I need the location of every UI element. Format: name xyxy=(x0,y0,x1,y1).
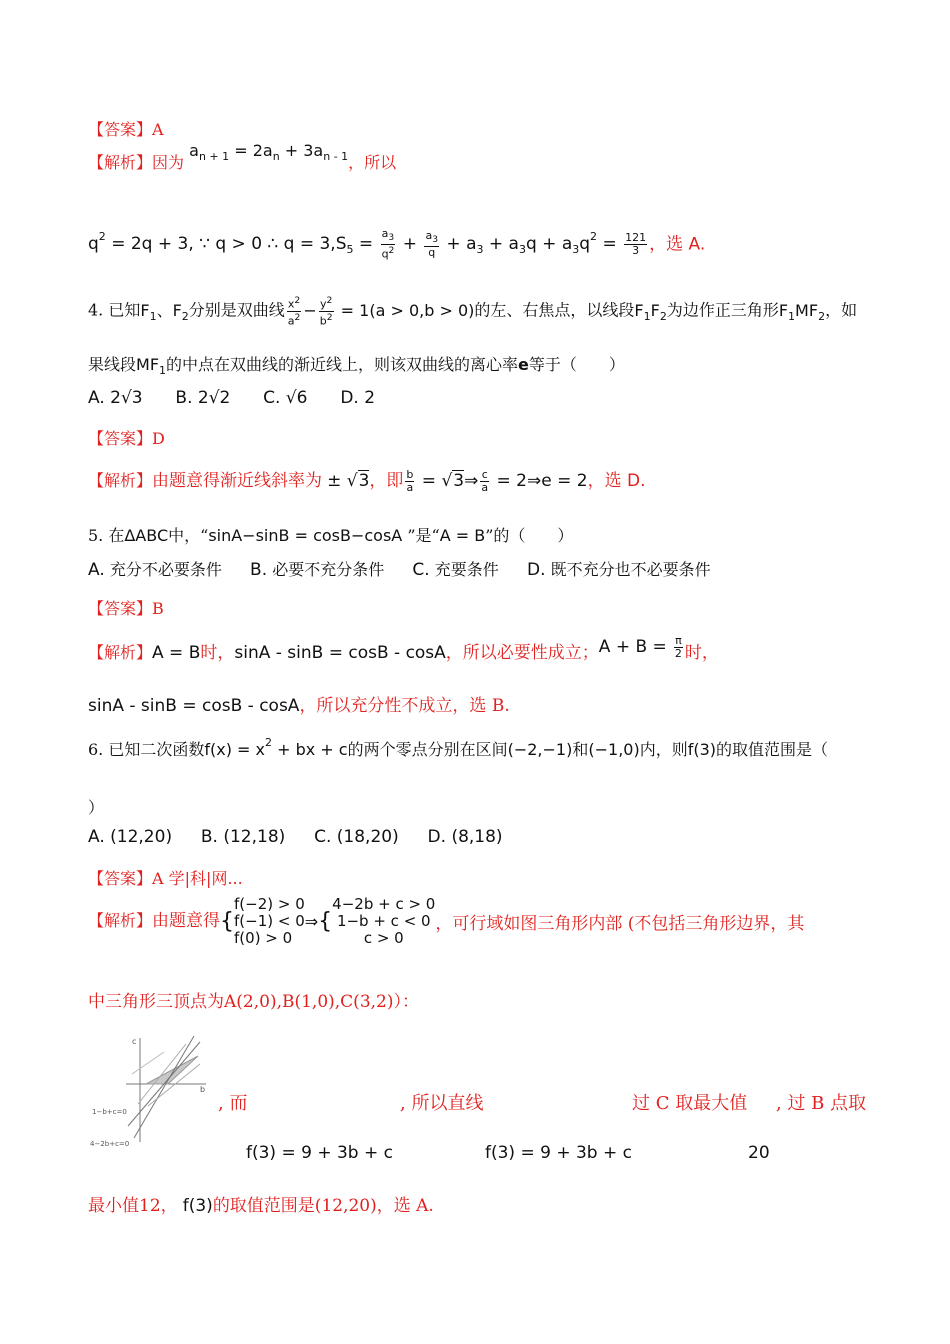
q6-fig-label-3: 过 C 取最大值 xyxy=(632,1093,748,1114)
level-line-3 xyxy=(132,1052,164,1074)
graph-label-line2: 4−2b+c=0 xyxy=(90,1140,130,1148)
q6-last-b: f(3) xyxy=(182,1196,213,1216)
q5-analysis-l2-a: sinA - sinB = cosB - cosA xyxy=(88,696,300,716)
q6-sys1-row2: f(−1) < 0 xyxy=(234,912,305,930)
q6-answer-line xyxy=(88,866,243,889)
q5-option-b-text: 必要不充分条件 xyxy=(272,560,385,579)
q4-option-c: C. √6 xyxy=(263,388,308,408)
q4-stem-d: 为边作正三角形 xyxy=(666,300,779,320)
q6-analysis-b: ，可行域如图三角形内部 (不包括三角形边界，其 xyxy=(435,914,805,934)
q5-equality: A = B xyxy=(439,526,486,545)
q4-stem-b: 分别是双曲线 xyxy=(188,300,285,320)
q6-option-a: A. (12,20) xyxy=(88,827,173,847)
q5-option-a-text: 充分不必要条件 xyxy=(109,560,222,579)
q3-recurrence: $a_{n + 1} = 2a_n + 3a_{n - 1}$ xyxy=(189,141,349,163)
q4-hyperbola: $\frac{x^2}{a^2}$ − $\frac{y^2}{b^2}$ = 1(a > 0,b > 0) xyxy=(287,295,475,328)
q6-brace-1: { xyxy=(220,909,235,934)
feasible-triangle xyxy=(146,1056,198,1084)
q4-stem-a: 4. 已知 xyxy=(88,300,141,320)
q6-f3: f(3) xyxy=(687,740,717,759)
q5-stem xyxy=(88,523,573,546)
q5-stem-b: 中，“ xyxy=(168,526,209,545)
graph-label-line1: 1−b+c=0 xyxy=(92,1108,127,1116)
q4-derivation: $\frac{b}{a}$ = √3⇒ $\frac{c}{a}$ = 2⇒e = 2 xyxy=(406,467,588,494)
q4-option-b: B. 2√2 xyxy=(175,388,231,408)
q6-sys2-row1: 4−2b + c > 0 xyxy=(332,895,436,913)
q6-sys2-row2: 1−b + c < 0 xyxy=(336,912,431,930)
q6-options xyxy=(88,827,503,847)
q3-ratio-formula: $q^2 = 2q + 3$, ∵ q > 0 ∴ $q = 3,S_5$ = $\frac{a_3}{q^2}$ + $\frac{a_3}{q}$ + $a_3 + a_3q + a_3q^2$ = $\frac{121}{3}$ xyxy=(88,227,647,261)
q4-analysis-c: ，选 D. xyxy=(587,471,646,491)
q5-options xyxy=(88,557,711,580)
q6-stem-d: 内，则 xyxy=(639,740,688,759)
q5-analysis-line2 xyxy=(88,691,510,716)
q5-analysis-l1-b: 时， xyxy=(200,643,235,663)
q4-answer-tag: 【答案】 xyxy=(88,429,153,448)
q6-system-1 xyxy=(234,896,305,947)
q4-analysis-b: ，即 xyxy=(369,471,404,491)
q6-analysis-tag: 【解析】 xyxy=(88,911,153,930)
q4-option-d: D. 2 xyxy=(340,388,376,408)
q6-analysis-line1 xyxy=(88,896,804,947)
q6-formula-2: f(3) = 9 + 3b + c xyxy=(485,1143,632,1163)
q6-fig-label-2: , 所以直线 xyxy=(400,1093,484,1114)
q5-answer-line xyxy=(88,596,164,619)
q6-fig-label-1: , 而 xyxy=(218,1093,248,1114)
q6-brace-2: { xyxy=(318,909,333,934)
q5-analysis-l1-f: 时， xyxy=(684,643,719,663)
q6-stem xyxy=(88,736,828,760)
q6-last-a: 最小值12， xyxy=(88,1196,178,1216)
q4-stem-line1 xyxy=(88,295,857,327)
q3-answer: A xyxy=(152,120,164,139)
q6-formula-3: 20 xyxy=(748,1143,770,1163)
q6-option-b: B. (12,18) xyxy=(200,827,286,847)
q5-option-b-letter: B. xyxy=(250,560,268,580)
q4-slope: ± √3 xyxy=(327,471,370,491)
q5-option-c-letter: C. xyxy=(412,560,430,580)
q5-analysis-line1 xyxy=(88,634,719,666)
q4-answer: D xyxy=(152,429,165,448)
q5-triangle: ΔABC xyxy=(124,526,169,545)
q5-analysis-l2-b: ，所以充分性不成立，选 B. xyxy=(299,696,510,716)
q3-tail: ，选 A. xyxy=(649,234,706,255)
q6-option-d: D. (8,18) xyxy=(427,827,503,847)
q4-triangle: $F_1MF_2$ xyxy=(778,300,826,323)
q6-function: $f(x) = x^2$ + bx + c xyxy=(204,736,348,759)
q4-stem-c: 的左、右焦点，以线段 xyxy=(474,300,635,320)
q6-stem-c: 和 xyxy=(572,740,589,759)
q6-fig-label-4: , 过 B 点取 xyxy=(776,1093,867,1114)
q3-answer-tag: 【答案】 xyxy=(88,120,153,139)
q5-stem-c: ”是“ xyxy=(402,526,440,545)
q4-stem-line2-a: 果线段 xyxy=(88,355,137,374)
q4-options xyxy=(88,388,375,408)
feasible-region-figure xyxy=(88,1034,208,1152)
q3-analysis-tag: 【解析】 xyxy=(88,153,153,172)
q5-answer-tag: 【答案】 xyxy=(88,599,153,618)
q6-stem-b: 的两个零点分别在区间 xyxy=(347,740,508,759)
q4-mf1: $MF_1$ xyxy=(136,355,167,377)
q6-analysis-a: 由题意得 xyxy=(152,911,221,931)
q5-option-c-text: 充要条件 xyxy=(434,560,499,579)
q5-condition: sinA−sinB = cosB−cosA xyxy=(208,526,403,545)
q3-analysis-prefix: 因为 xyxy=(152,153,185,172)
q6-sys1-row1: f(−2) > 0 xyxy=(234,895,305,913)
q4-analysis-tag: 【解析】 xyxy=(88,471,153,490)
q4-stem-line2-b: 的中点在双曲线的渐近线上，则该双曲线的离心率 xyxy=(166,355,519,374)
line-4-2b-c xyxy=(134,1036,194,1138)
q4-segment: $F_1F_2$ xyxy=(634,300,667,323)
q6-answer: A 学|科|网... xyxy=(152,869,243,888)
q5-option-d-text: 既不充分也不必要条件 xyxy=(550,560,711,579)
q5-pi-half: $\frac{\pi}{2}$ xyxy=(674,634,682,660)
q4-foci: $F_1$、$F_2$ xyxy=(140,300,189,323)
q5-answer: B xyxy=(152,599,164,618)
q4-stem-line2-c: 等于（ ） xyxy=(528,355,625,374)
q6-last-line xyxy=(88,1191,434,1216)
q6-sys1-row3: f(0) > 0 xyxy=(234,929,293,947)
q3-so: ，所以 xyxy=(348,153,397,172)
q5-analysis-l1-d: ，所以必要性成立； xyxy=(445,643,599,663)
q4-analysis-a: 由题意得渐近线斜率为 xyxy=(152,471,323,491)
q6-system-2 xyxy=(332,896,435,947)
q5-analysis-tag: 【解析】 xyxy=(88,643,153,662)
q5-option-a-letter: A. xyxy=(88,560,105,580)
q4-analysis-line xyxy=(88,466,645,494)
q3-analysis-line xyxy=(88,141,397,175)
q6-stem-e: 的取值范围是（ xyxy=(716,740,829,759)
q6-interval-1: (−2,−1) xyxy=(507,740,573,759)
q5-stem-d: ”的（ ） xyxy=(485,526,574,545)
q3-answer-line xyxy=(88,117,164,140)
q4-option-a: A. 2√3 xyxy=(88,388,143,408)
q6-stem-close: ） xyxy=(88,798,105,817)
q6-analysis-line2: 中三角形三顶点为A(2,0),B(1,0),C(3,2)）： xyxy=(88,992,419,1012)
q5-stem-a: 5. 在 xyxy=(88,526,125,545)
q5-option-d-letter: D. xyxy=(526,560,546,580)
q6-option-c: C. (18,20) xyxy=(314,827,399,847)
q5-analysis-l1-a: A = B xyxy=(152,643,201,663)
q4-e: e xyxy=(518,355,529,374)
q5-analysis-l1-c: sinA - sinB = cosB - cosA xyxy=(234,643,446,663)
q6-interval-2: (−1,0) xyxy=(588,740,640,759)
q6-answer-tag: 【答案】 xyxy=(88,869,153,888)
q6-sys2-row3: c > 0 xyxy=(363,929,404,947)
q4-stem-e: ，如 xyxy=(825,300,858,320)
q4-answer-line xyxy=(88,426,165,449)
q4-stem-line2 xyxy=(88,352,625,377)
graph-label-b: b xyxy=(200,1085,206,1094)
q6-implies: ⇒ xyxy=(304,912,319,931)
q5-analysis-l1-e: A + B = xyxy=(598,637,667,657)
q6-stem-a: 6. 已知二次函数 xyxy=(88,740,205,759)
q6-last-c: 的取值范围是(12,20)，选 A. xyxy=(212,1196,434,1216)
graph-label-c: c xyxy=(132,1037,137,1046)
q6-formula-1: f(3) = 9 + 3b + c xyxy=(246,1143,393,1163)
q3-ratio-line xyxy=(88,228,705,261)
